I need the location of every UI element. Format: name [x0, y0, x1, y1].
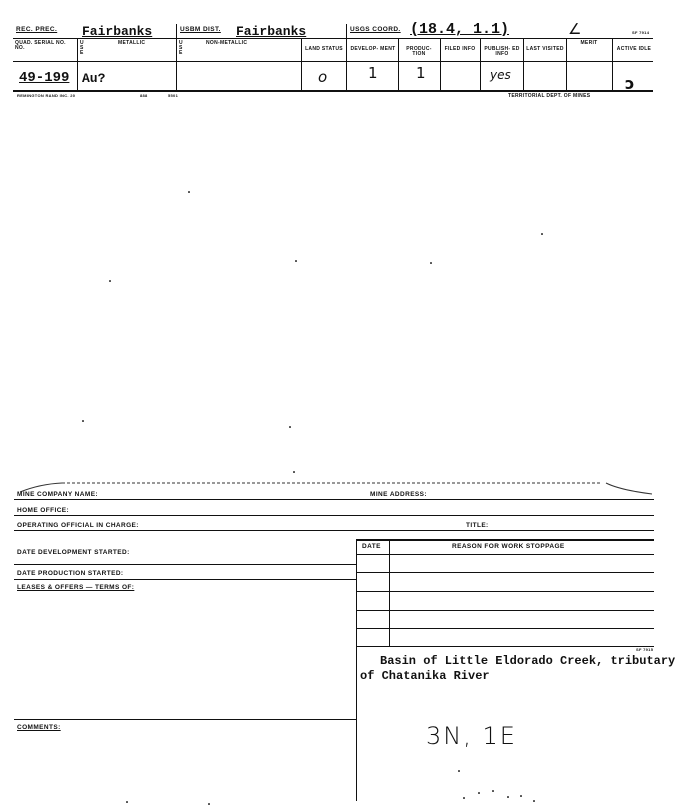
scan-speck	[109, 280, 111, 282]
col-non-metallic: NON-METALLIC	[206, 40, 248, 46]
production-value: 1	[416, 64, 426, 82]
mine-company-name-label: MINE COMPANY NAME:	[17, 491, 98, 498]
col-use-metallic: U S E	[80, 40, 84, 56]
col-metallic: METALLIC	[118, 40, 146, 46]
scan-speck	[82, 420, 84, 422]
scan-speck	[507, 796, 509, 798]
scan-speck	[295, 260, 297, 262]
agency-name: TERRITORIAL DEPT. OF MINES	[508, 93, 591, 99]
printer-imprint: REMINGTON RAND INC. 20	[17, 93, 76, 98]
col-published-info: PUBLISH- ED INFO	[484, 46, 520, 57]
usbm-dist-value: Fairbanks	[236, 24, 307, 39]
scan-speck	[430, 262, 432, 264]
published-info-value: yes	[490, 68, 511, 82]
scan-speck	[520, 795, 522, 797]
col-development: DEVELOP- MENT	[350, 46, 396, 52]
mark-value: ∠	[568, 20, 582, 38]
date-production-started-label: DATE PRODUCTION STARTED:	[17, 570, 124, 577]
quad-serial-value: 49-199	[19, 70, 70, 86]
mine-address-label: MINE ADDRESS:	[370, 491, 427, 498]
col-active-idle: ACTIVE IDLE	[616, 46, 652, 52]
scan-speck	[458, 770, 460, 772]
col-use-nonmetallic: U S E	[179, 40, 183, 56]
development-value: 1	[368, 64, 378, 82]
rec-prec-label: REC. PREC.	[16, 26, 58, 33]
active-idle-value: ↄ	[625, 74, 635, 93]
home-office-label: HOME OFFICE:	[17, 507, 70, 514]
comments-label: COMMENTS:	[17, 724, 61, 731]
location-line-1: Basin of Little Eldorado Creek, tributary	[380, 654, 676, 668]
title-label: TITLE:	[466, 522, 489, 529]
reason-column-header: REASON FOR WORK STOPPAGE	[452, 543, 565, 550]
form-number-top: SF 7914	[632, 30, 650, 35]
scan-speck	[289, 426, 291, 428]
scan-speck	[478, 792, 480, 794]
col-land-status: LAND STATUS	[305, 46, 343, 52]
scan-speck	[188, 191, 190, 193]
printer-code-2: 5501	[168, 93, 179, 98]
col-quad-serial: QUAD. SERIAL NO. NO.	[15, 40, 66, 51]
operating-official-label: OPERATING OFFICIAL IN CHARGE:	[17, 522, 139, 529]
location-line-2: of Chatanika River	[360, 669, 490, 683]
scan-speck	[492, 790, 494, 792]
usbm-dist-label: USBM DIST.	[180, 26, 221, 33]
leases-offers-label: LEASES & OFFERS — TERMS OF:	[17, 584, 135, 591]
date-development-started-label: DATE DEVELOPMENT STARTED:	[17, 549, 130, 556]
date-column-header: DATE	[362, 543, 381, 550]
usgs-coord-label: USGS COORD.	[350, 26, 401, 33]
col-merit: MERIT	[580, 40, 598, 46]
rec-prec-value: Fairbanks	[82, 24, 153, 39]
card-top-edge	[0, 478, 678, 500]
land-status-value: o	[318, 68, 328, 86]
col-production: PRODUC- TION	[406, 46, 432, 57]
scan-speck	[208, 803, 210, 805]
scan-speck	[293, 471, 295, 473]
scan-speck	[541, 233, 543, 235]
form-number-bottom: SF 7915	[636, 647, 654, 652]
col-filed-info: FILED INFO	[444, 46, 476, 52]
usgs-coord-value: (18.4, 1.1)	[410, 21, 510, 38]
scan-speck	[126, 801, 128, 803]
township-range: 3N, 1E	[426, 722, 517, 750]
col-last-visited: LAST VISITED	[526, 46, 564, 52]
metallic-value: Au?	[82, 71, 106, 86]
printer-code-1: 888	[140, 93, 148, 98]
scan-speck	[463, 797, 465, 799]
scan-speck	[533, 800, 535, 802]
